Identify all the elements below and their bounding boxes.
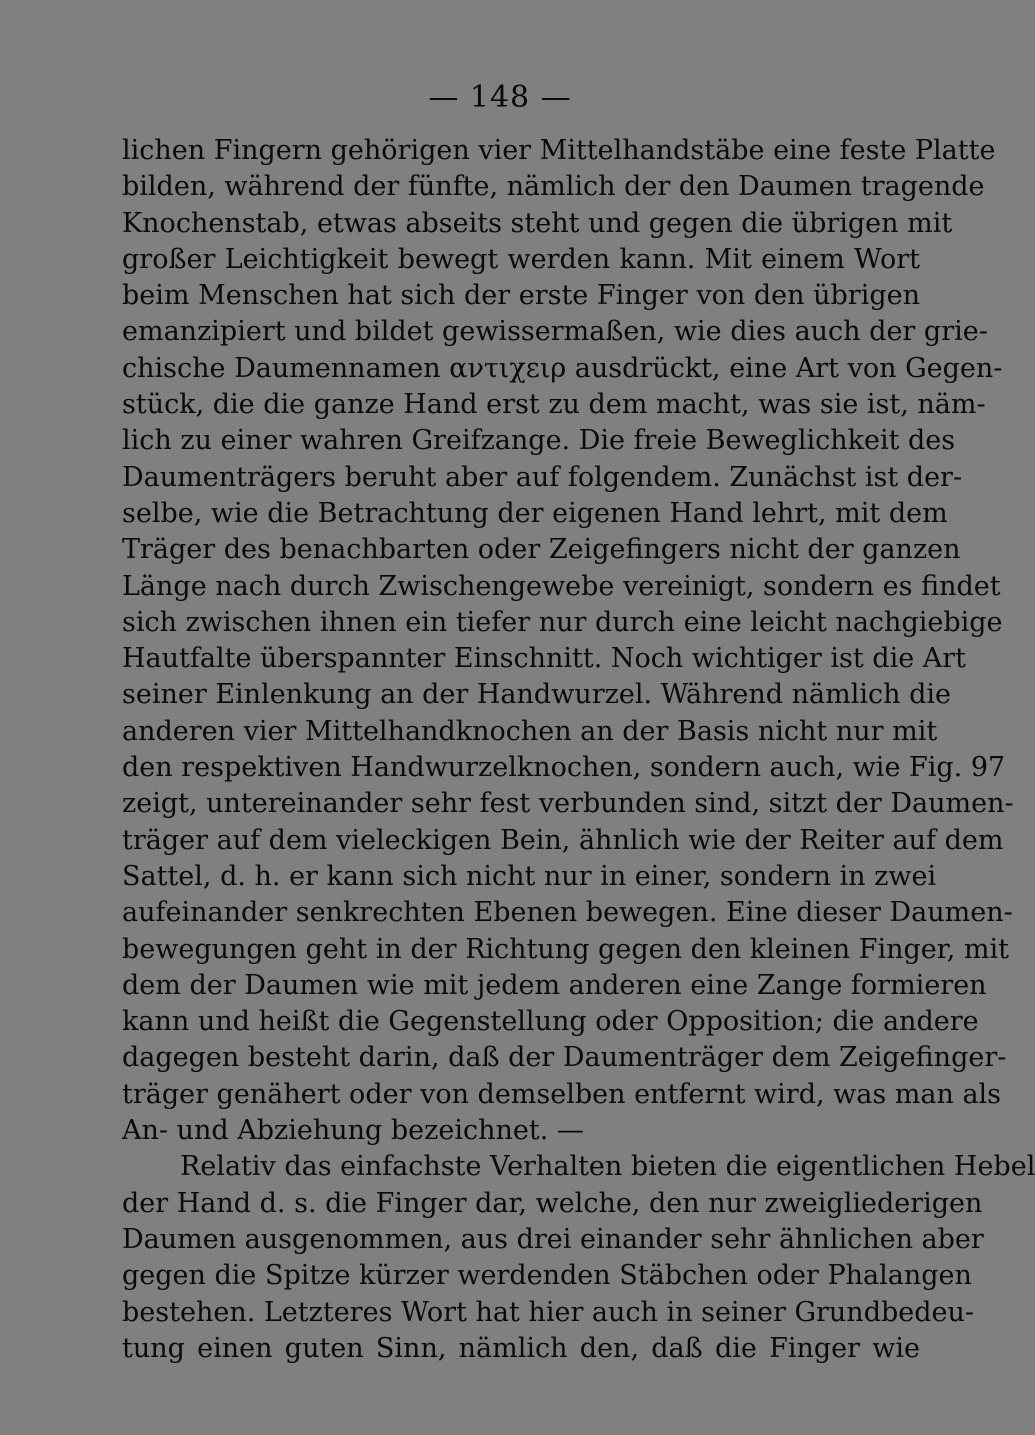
text-line: Relativ das einfachste Verhalten bieten die eigentlichen Hebel: [180, 1151, 1035, 1183]
text-line: Daumenträgers beruht aber auf folgendem. Zunächst ist der-: [122, 461, 963, 493]
text-line: bestehen. Letzteres Wort hat hier auch in seiner Grundbedeu-: [122, 1296, 975, 1328]
text-line: Sattel, d. h. er kann sich nicht nur in einer, sondern in zwei: [122, 860, 937, 892]
text-line: dagegen besteht darin, daß der Daumenträger dem Zeigefinger-: [122, 1042, 1007, 1074]
body-text: [122, 133, 1035, 1367]
text-line: chische Daumennamen αντιχειρ ausdrückt, eine Art von Gegen-: [122, 352, 1003, 384]
paragraph: [122, 1149, 1035, 1367]
text-line: großer Leichtigkeit bewegt werden kann. Mit einem Wort: [122, 243, 920, 275]
text-line: seiner Einlenkung an der Handwurzel. Während nämlich die: [122, 679, 951, 711]
text-line: aufeinander senkrechten Ebenen bewegen. Eine dieser Daumen-: [122, 897, 1013, 929]
text-line: bewegungen geht in der Richtung gegen den kleinen Finger, mit: [122, 933, 1009, 965]
text-line: emanzipiert und bildet gewissermaßen, wie dies auch der grie-: [122, 316, 988, 348]
text-line: sich zwischen ihnen ein tiefer nur durch eine leicht nachgiebige: [122, 606, 1003, 638]
text-line: Träger des benachbarten oder Zeigefingers nicht der ganzen: [122, 534, 961, 566]
text-line: anderen vier Mittelhandknochen an der Basis nicht nur mit: [122, 715, 938, 747]
text-line: An- und Abziehung bezeichnet. —: [122, 1115, 584, 1147]
text-line: bilden, während der fünfte, nämlich der den Daumen tragende: [122, 171, 985, 203]
text-line: stück, die die ganze Hand erst zu dem macht, was sie ist, näm-: [122, 389, 986, 421]
text-line: Daumen ausgenommen, aus drei einander sehr ähnlichen aber: [122, 1223, 984, 1255]
text-line: den respektiven Handwurzelknochen, sondern auch, wie Fig. 97: [122, 752, 1006, 784]
text-line: Knochenstab, etwas abseits steht und gegen die übrigen mit: [122, 207, 953, 239]
page-number: — 148 —: [428, 80, 572, 115]
text-line: dem der Daumen wie mit jedem anderen eine Zange formieren: [122, 969, 987, 1001]
text-line: lich zu einer wahren Greifzange. Die freie Beweglichkeit des: [122, 425, 956, 457]
text-line: beim Menschen hat sich der erste Finger von den übrigen: [122, 280, 920, 312]
text-line: der Hand d. s. die Finger dar, welche, den nur zweigliederigen: [122, 1187, 983, 1219]
text-line: lichen Fingern gehörigen vier Mittelhandstäbe eine feste Platte: [122, 135, 996, 166]
text-line: Länge nach durch Zwischengewebe vereinigt, sondern es findet: [122, 570, 1001, 602]
text-line: tung einen guten Sinn, nämlich den, daß die Finger wie: [122, 1332, 920, 1364]
text-line: selbe, wie die Betrachtung der eigenen Hand lehrt, mit dem: [122, 497, 948, 529]
text-line: zeigt, untereinander sehr fest verbunden sind, sitzt der Daumen-: [122, 788, 1014, 820]
text-line: träger auf dem vieleckigen Bein, ähnlich wie der Reiter auf dem: [122, 824, 1004, 856]
text-line: Hautfalte überspannter Einschnitt. Noch wichtiger ist die Art: [122, 643, 967, 675]
text-line: träger genähert oder von demselben entfernt wird, was man als: [122, 1078, 1002, 1110]
text-line: gegen die Spitze kürzer werdenden Stäbchen oder Phalangen: [122, 1260, 972, 1292]
paragraph: [122, 133, 1014, 1149]
text-line: kann und heißt die Gegenstellung oder Opposition; die andere: [122, 1006, 979, 1038]
